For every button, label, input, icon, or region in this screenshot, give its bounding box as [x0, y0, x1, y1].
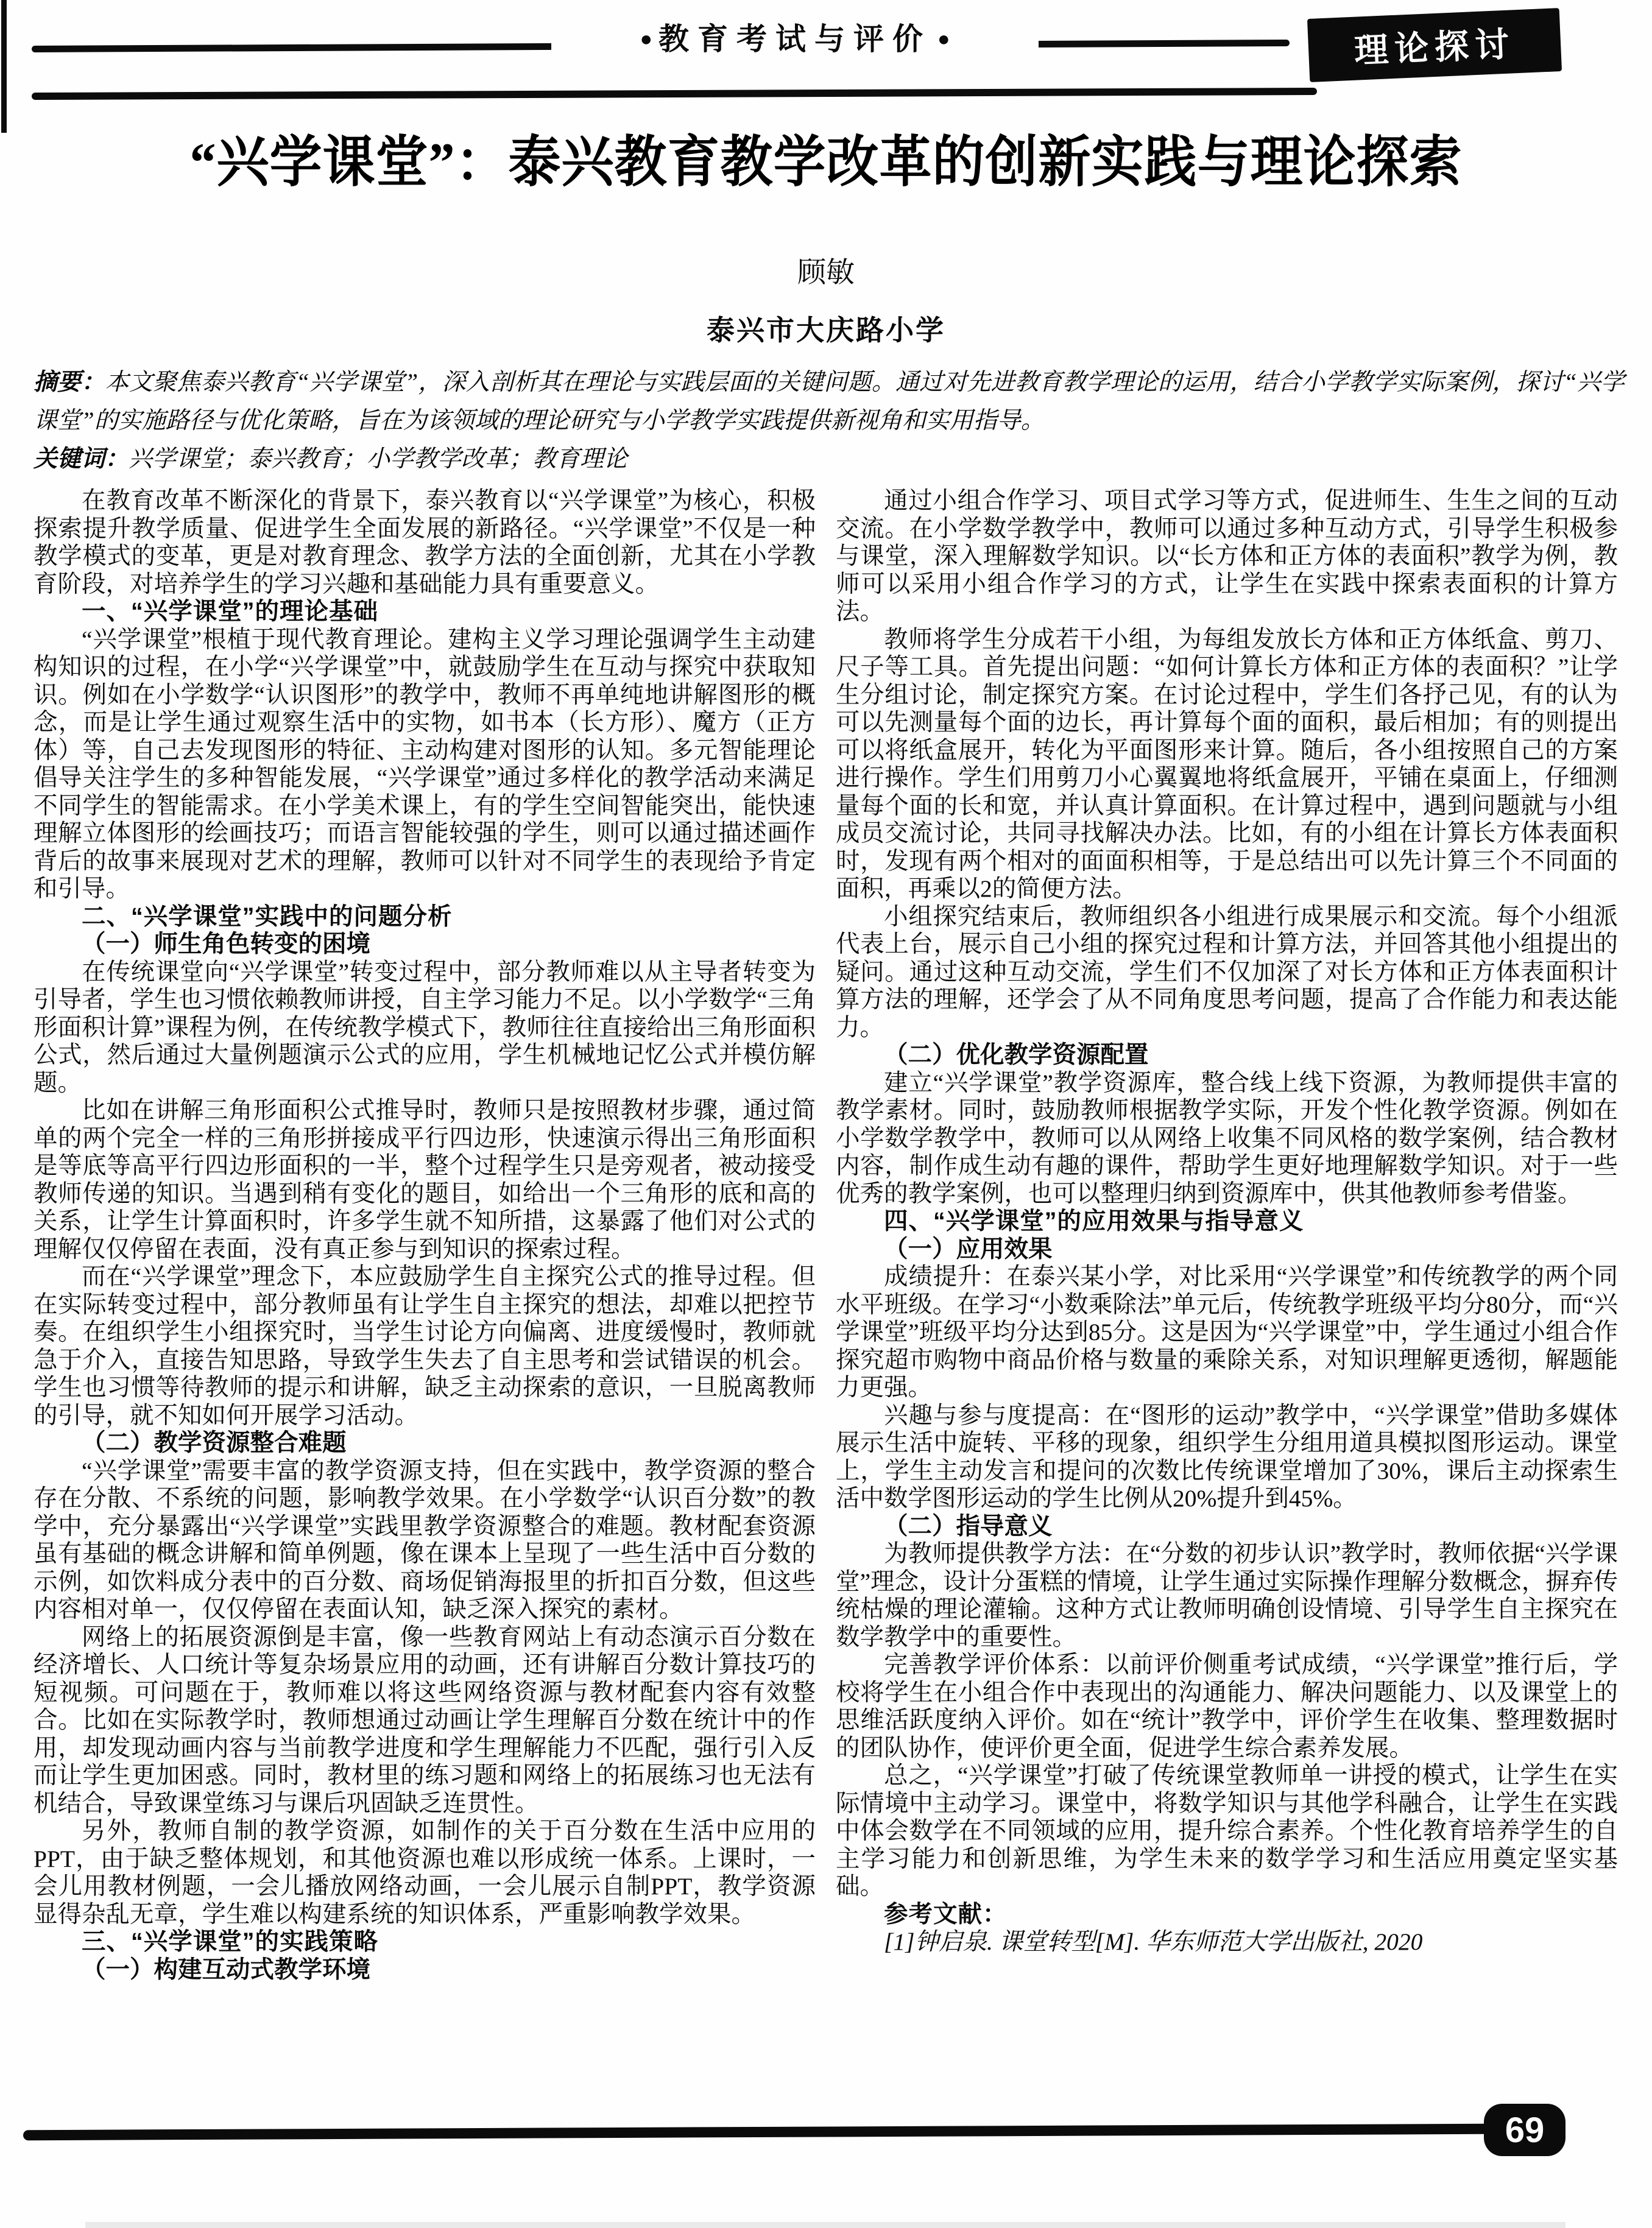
- page-number: 69: [1505, 2110, 1545, 2150]
- body-paragraph: 为教师提供教学方法：在“分数的初步认识”教学时，教师依据“兴学课堂”理念，设计分蛋糕的情境，让学生通过实际操作理解分数概念，摒弃传统枯燥的理论灌输。这种方式让教师明确创设情境、引导学生自主探究在数学教学中的重要性。: [836, 1540, 1618, 1651]
- journal-name-text: 教育考试与评价: [658, 22, 931, 56]
- body-paragraph: 教师将学生分成若干小组，为每组发放长方体和正方体纸盒、剪刀、尺子等工具。首先提出问题：“如何计算长方体和正方体的表面积？”让学生分组讨论，制定探究方案。在讨论过程中，学生们各抒己见，有的认为可以先测量每个面的边长，再计算每个面的面积，最后相加；有的则提出可以将纸盒展开，转化为平面图形来计算。随后，各小组按照自己的方案进行操作。学生们用剪刀小心翼翼地将纸盒展开，平铺在桌面上，仔细测量每个面的长和宽，并认真计算面积。在计算过程中，遇到问题就与小组成员交流讨论，共同寻找解决办法。比如，有的小组在计算长方体表面积时，发现有两个相对的面面积相等，于是总结出可以先计算三个不同面的面积，再乘以2的简便方法。: [836, 626, 1618, 902]
- section-heading: （二）教学资源整合难题: [82, 1430, 347, 1456]
- section-heading: 参考文献：: [884, 1900, 1008, 1928]
- abstract-label: 摘要：: [34, 369, 105, 395]
- body-paragraph: 在传统课堂向“兴学课堂”转变过程中，部分教师难以从主导者转变为引导者，学生也习惯依赖教师讲授，自主学习能力不足。以小学数学“三角形面积计算”课程为例，在传统教学模式下，教师往往直接给出三角形面积公式，然后通过大量例题演示公式的应用，学生机械地记忆公式并模仿解题。: [34, 958, 816, 1096]
- abstract-paragraph: [34, 363, 1625, 440]
- body-paragraph: 完善教学评价体系：以前评价侧重考试成绩，“兴学课堂”推行后，学校将学生在小组合作中表现出的沟通能力、解决问题能力、以及课堂上的思维活跃度纳入评价。如在“统计”教学中，评价学生在收集、整理数据时的团队协作，使评价更全面，促进学生综合素养发展。: [836, 1651, 1618, 1761]
- keywords-label: 关键词：: [34, 446, 129, 472]
- article-affiliation: 泰兴市大庆路小学: [707, 314, 945, 346]
- keywords-text: 兴学课堂；泰兴教育；小学教学改革；教育理论: [129, 446, 628, 472]
- section-heading: （一）构建互动式教学环境: [82, 1956, 370, 1983]
- section-heading: （一）应用效果: [884, 1235, 1053, 1263]
- body-paragraph: 成绩提升：在泰兴某小学，对比采用“兴学课堂”和传统教学的两个同水平班级。在学习“小数乘除法”单元后，传统教学班级平均分80分，而“兴学课堂”班级平均分达到85分。这是因为“兴学课堂”中，学生通过小组合作探究超市购物中商品价格与数量的乘除关系，对知识理解更透彻，解题能力更强。: [836, 1263, 1618, 1401]
- article-author: 顾敏: [797, 257, 855, 289]
- section-heading: 二、“兴学课堂”实践中的问题分析: [82, 903, 453, 930]
- body-column-left: [34, 487, 816, 1984]
- section-heading: （一）师生角色转变的困境: [82, 931, 370, 957]
- keywords-paragraph: [34, 440, 1625, 478]
- body-paragraph: 另外，教师自制的教学资源，如制作的关于百分数在生活中应用的PPT，由于缺乏整体规划，和其他资源也难以形成统一体系。上课时，一会儿用教材例题，一会儿播放网络动画，一会儿展示自制PPT，教学资源显得杂乱无章，学生难以构建系统的知识体系，严重影响教学效果。: [34, 1817, 816, 1928]
- body-paragraph: 网络上的拓展资源倒是丰富，像一些教育网站上有动态演示百分数在经济增长、人口统计等复杂场景应用的动画，还有讲解百分数计算技巧的短视频。可问题在于，教师难以将这些网络资源与教材配套内容有效整合。比如在实际教学时，教师想通过动画让学生理解百分数在统计中的作用，却发现动画内容与当前教学进度和学生理解能力不匹配，强行引入反而让学生更加困惑。同时，教材里的练习题和网络上的拓展练习也无法有机结合，导致课堂练习与课后巩固缺乏连贯性。: [34, 1623, 816, 1817]
- body-paragraph: 在教育改革不断深化的背景下，泰兴教育以“兴学课堂”为核心，积极探索提升教学质量、促进学生全面发展的新路径。“兴学课堂”不仅是一种教学模式的变革，更是对教育理念、教学方法的全面创新，尤其在小学教育阶段，对培养学生的学习兴趣和基础能力具有重要意义。: [34, 487, 816, 598]
- body-column-right: [836, 487, 1618, 1956]
- right-dot-icon: ●: [937, 27, 950, 51]
- body-paragraph: 总之，“兴学课堂”打破了传统课堂教师单一讲授的模式，让学生在实际情境中主动学习。课堂中，将数学知识与其他学科融合，让学生在实践中体会数学在不同领域的应用，提升综合素养。个性化教育培养学生的自主学习能力和创新思维，为学生未来的数学学习和生活应用奠定坚实基础。: [836, 1762, 1618, 1900]
- reference-entry: [1]钟启泉. 课堂转型[M]. 华东师范大学出版社, 2020: [884, 1928, 1423, 1955]
- body-paragraph: 比如在讲解三角形面积公式推导时，教师只是按照教材步骤，通过简单的两个完全一样的三角形拼接成平行四边形，快速演示得出三角形面积是等底等高平行四边形面积的一半，整个过程学生只是旁观者，被动接受教师传递的知识。当遇到稍有变化的题目，如给出一个三角形的底和高的关系，让学生计算面积时，许多学生就不知所措，这暴露了他们对公式的理解仅仅停留在表面，没有真正参与到知识的探索过程。: [34, 1097, 816, 1263]
- body-paragraph: 而在“兴学课堂”理念下，本应鼓励学生自主探究公式的推导过程。但在实际转变过程中，部分教师虽有让学生自主探究的想法，却难以把控节奏。在组织学生小组探究时，当学生讨论方向偏离、进度缓慢时，教师就急于介入，直接告知思路，导致学生失去了自主思考和尝试错误的机会。学生也习惯等待教师的提示和讲解，缺乏主动探索的意识，一旦脱离教师的引导，就不知如何开展学习活动。: [34, 1263, 816, 1429]
- page-left-border-line: [1, 0, 7, 133]
- body-paragraph: 小组探究结束后，教师组织各小组进行成果展示和交流。每个小组派代表上台，展示自己小组的探究过程和计算方法，并回答其他小组提出的疑问。通过这种互动交流，学生们不仅加深了对长方体和正方体表面积计算方法的理解，还学会了从不同角度思考问题，提高了合作能力和表达能力。: [836, 903, 1618, 1041]
- body-paragraph: 建立“兴学课堂”教学资源库，整合线上线下资源，为教师提供丰富的教学素材。同时，鼓励教师根据教学实际，开发个性化教学资源。例如在小学数学教学中，教师可以从网络上收集不同风格的数学案例，结合教材内容，制作成生动有趣的课件，帮助学生更好地理解数学知识。对于一些优秀的教学案例，也可以整理归纳到资源库中，供其他教师参考借鉴。: [836, 1069, 1618, 1207]
- header-rule-bottom: [32, 88, 1317, 100]
- abstract-block: [34, 363, 1625, 478]
- article-title: “兴学课堂”：泰兴教育教学改革的创新实践与理论探索: [189, 131, 1463, 194]
- column-badge: [1307, 8, 1562, 82]
- scan-edge-artifact: [85, 2222, 1566, 2228]
- section-heading: （二）指导意义: [884, 1512, 1053, 1540]
- body-paragraph: 通过小组合作学习、项目式学习等方式，促进师生、生生之间的互动交流。在小学数学教学中，教师可以通过多种互动方式，引导学生积极参与课堂，深入理解数学知识。以“长方体和正方体的表面积”教学为例，教师可以采用小组合作学习的方式，让学生在实践中探索表面积的计算方法。: [836, 487, 1618, 625]
- page-number-badge: [1484, 2104, 1566, 2156]
- section-heading: 四、“兴学课堂”的应用效果与指导意义: [884, 1208, 1304, 1235]
- section-heading: 三、“兴学课堂”的实践策略: [82, 1928, 378, 1955]
- journal-name: [551, 9, 1039, 65]
- footer-rule: [23, 2124, 1490, 2141]
- body-paragraph: “兴学课堂”需要丰富的教学资源支持，但在实践中，教学资源的整合存在分散、不系统的问题，影响教学效果。在小学数学“认识百分数”的教学中，充分暴露出“兴学课堂”实践里教学资源整合的难题。教材配套资源虽有基础的概念讲解和简单例题，像在课本上呈现了一些生活中百分数的示例，如饮料成分表中的百分数、商场促销海报里的折扣百分数，但这些内容相对单一，仅仅停留在表面认知，缺乏深入探究的素材。: [34, 1457, 816, 1623]
- abstract-text: 本文聚焦泰兴教育“兴学课堂”，深入剖析其在理论与实践层面的关键问题。通过对先进教育教学理论的运用，结合小学教学实际案例，探讨“兴学课堂”的实施路径与优化策略，旨在为该领域的理论研究与小学教学实践提供新视角和实用指导。: [34, 369, 1625, 434]
- column-badge-text: 理论探讨: [1353, 24, 1516, 70]
- section-heading: （二）优化教学资源配置: [884, 1042, 1149, 1068]
- body-paragraph: 兴趣与参与度提高：在“图形的运动”教学中，“兴学课堂”借助多媒体展示生活中旋转、平移的现象，组织学生分组用道具模拟图形运动。课堂上，学生主动发言和提问的次数比传统课堂增加了30%，课后主动探索生活中数学图形运动的学生比例从20%提升到45%。: [836, 1401, 1618, 1512]
- section-heading: 一、“兴学课堂”的理论基础: [82, 598, 378, 625]
- left-dot-icon: ●: [640, 27, 652, 51]
- body-paragraph: “兴学课堂”根植于现代教育理论。建构主义学习理论强调学生主动建构知识的过程，在小学“兴学课堂”中，就鼓励学生在互动与探究中获取知识。例如在小学数学“认识图形”的教学中，教师不再单纯地讲解图形的概念，而是让学生通过观察生活中的实物，如书本（长方形）、魔方（正方体）等，自己去发现图形的特征、主动构建对图形的认知。多元智能理论倡导关注学生的多种智能发展，“兴学课堂”通过多样化的教学活动来满足不同学生的智能需求。在小学美术课上，有的学生空间智能突出，能快速理解立体图形的绘画技巧；而语言智能较强的学生，则可以通过描述画作背后的故事来展现对艺术的理解，教师可以针对不同学生的表现给予肯定和引导。: [34, 626, 816, 902]
